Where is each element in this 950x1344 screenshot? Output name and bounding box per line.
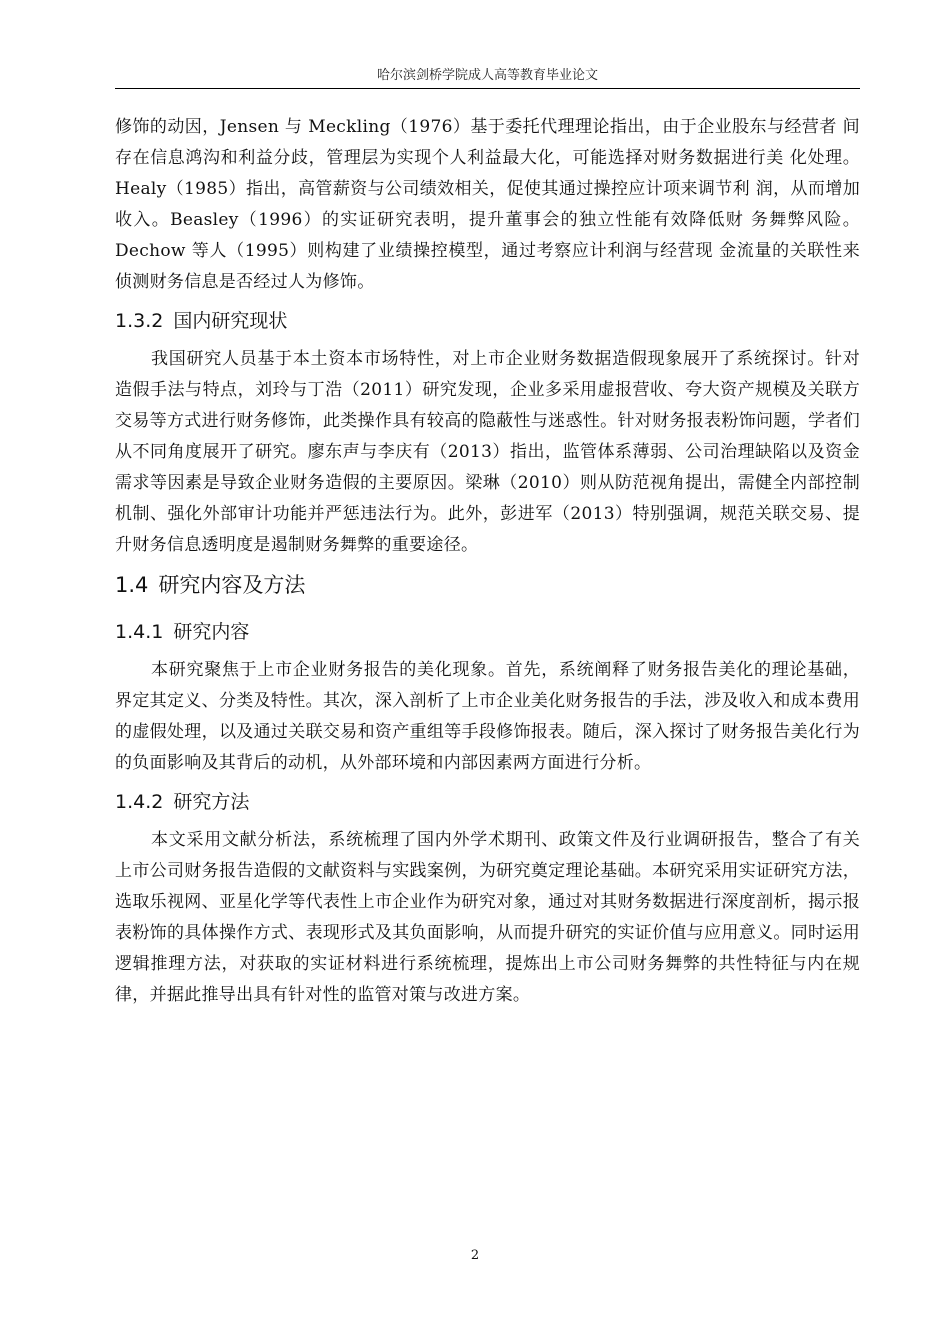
paragraph-domestic-research: 我国研究人员基于本土资本市场特性，对上市企业财务数据造假现象展开了系统探讨。针对造假手法与特点，刘玲与丁浩（2011）研究发现，企业多采用虚报营收、夸大资产规模及关联方交易等方式进行财务修饰，此类操作具有较高的隐蔽性与迷惑性。针对财务报表粉饰问题，学者们从不同角度展开了研究。廖东声与李庆有（2013）指出，监管体系薄弱、公司治理缺陷以及资金需求等因素是导致企业财务造假的主要原因。梁琳（2010）则从防范视角提出，需健全内部控制机制、强化外部审计功能并严惩违法行为。此外，彭进军（2013）特别强调，规范关联交易、提升财务信息透明度是遏制财务舞弊的重要途径。 — [115, 349, 860, 555]
section-title: 国内研究现状 — [173, 310, 288, 332]
page-number: 2 — [470, 1248, 480, 1263]
page-body — [115, 112, 860, 1011]
paragraph-continued: 修饰的动因，Jensen 与 Meckling（1976）基于委托代理理论指出，由于企业股东与经营者 间存在信息鸿沟和利益分歧，管理层为实现个人利益最大化，可能选择对财务数据进行美 化处理。Healy（1985）指出，高管薪资与公司绩效相关，促使其通过操控应计项来调节利 润，从而增加收入。Beasley（1996）的实证研究表明，提升董事会的独立性能有效降低财 务舞弊风险。Dechow 等人（1995）则构建了业绩操控模型，通过考察应计利润与经营现 金流量的关联性来侦测财务信息是否经过人为修饰。 — [115, 117, 860, 292]
paragraph-research-methods: 本文采用文献分析法，系统梳理了国内外学术期刊、政策文件及行业调研报告，整合了有关上市公司财务报告造假的文献资料与实践案例，为研究奠定理论基础。本研究采用实证研究方法，选取乐视网、亚星化学等代表性上市企业作为研究对象，通过对其财务数据进行深度剖析，揭示报表粉饰的具体操作方式、表现形式及其负面影响，从而提升研究的实证价值与应用意义。同时运用逻辑推理方法，对获取的实证材料进行系统梳理，提炼出上市公司财务舞弊的共性特征与内在规律，并据此推导出具有针对性的监管对策与改进方案。 — [115, 830, 860, 1005]
heading-1-4-1 — [115, 609, 860, 655]
section-number: 1.4.1 — [115, 621, 164, 643]
section-number: 1.3.2 — [115, 310, 164, 332]
section-title: 研究方法 — [173, 791, 250, 813]
section-title: 研究内容及方法 — [158, 573, 306, 597]
section-number: 1.4 — [115, 573, 149, 597]
heading-1-3-2 — [115, 298, 860, 344]
section-number: 1.4.2 — [115, 791, 164, 813]
section-title: 研究内容 — [173, 621, 250, 643]
heading-1-4 — [115, 561, 860, 609]
header-divider — [115, 88, 860, 89]
heading-1-4-2 — [115, 779, 860, 825]
paragraph-research-content: 本研究聚焦于上市企业财务报告的美化现象。首先，系统阐释了财务报告美化的理论基础，界定其定义、分类及特性。其次，深入剖析了上市企业美化财务报告的手法，涉及收入和成本费用的虚假处理，以及通过关联交易和资产重组等手段修饰报表。随后，深入探讨了财务报告美化行为的负面影响及其背后的动机，从外部环境和内部因素两方面进行分析。 — [115, 660, 860, 773]
page-header: 哈尔滨剑桥学院成人高等教育毕业论文 — [376, 68, 598, 83]
